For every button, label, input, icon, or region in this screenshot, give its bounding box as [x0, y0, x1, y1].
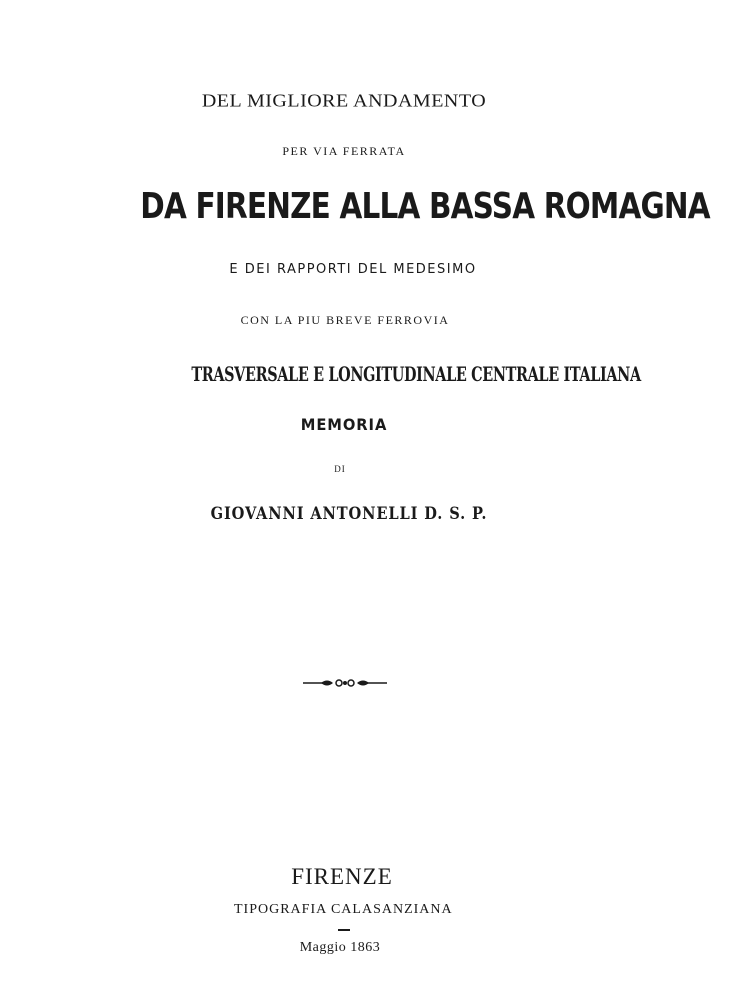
main-title: DA FIRENZE ALLA BASSA ROMAGNA [140, 186, 710, 227]
genre-label: MEMORIA [300, 415, 388, 434]
imprint-divider [338, 929, 350, 931]
ornament-icon [303, 675, 387, 691]
imprint-date: Maggio 1863 [299, 940, 381, 955]
imprint-city: FIRENZE [291, 864, 393, 889]
title-line-6: TRASVERSALE E LONGITUDINALE CENTRALE ITALIANA [191, 362, 641, 386]
author-name: GIOVANNI ANTONELLI D. S. P. [210, 504, 488, 524]
by-label: DI [334, 464, 346, 474]
title-line-2: PER VIA FERRATA [282, 144, 406, 158]
imprint-printer: TIPOGRAFIA CALASANZIANA [234, 902, 453, 917]
title-line-1: DEL MIGLIORE ANDAMENTO [201, 91, 487, 111]
title-line-5: CON LA PIU BREVE FERROVIA [240, 313, 450, 327]
title-line-4: E DEI RAPPORTI DEL MEDESIMO [229, 262, 477, 277]
